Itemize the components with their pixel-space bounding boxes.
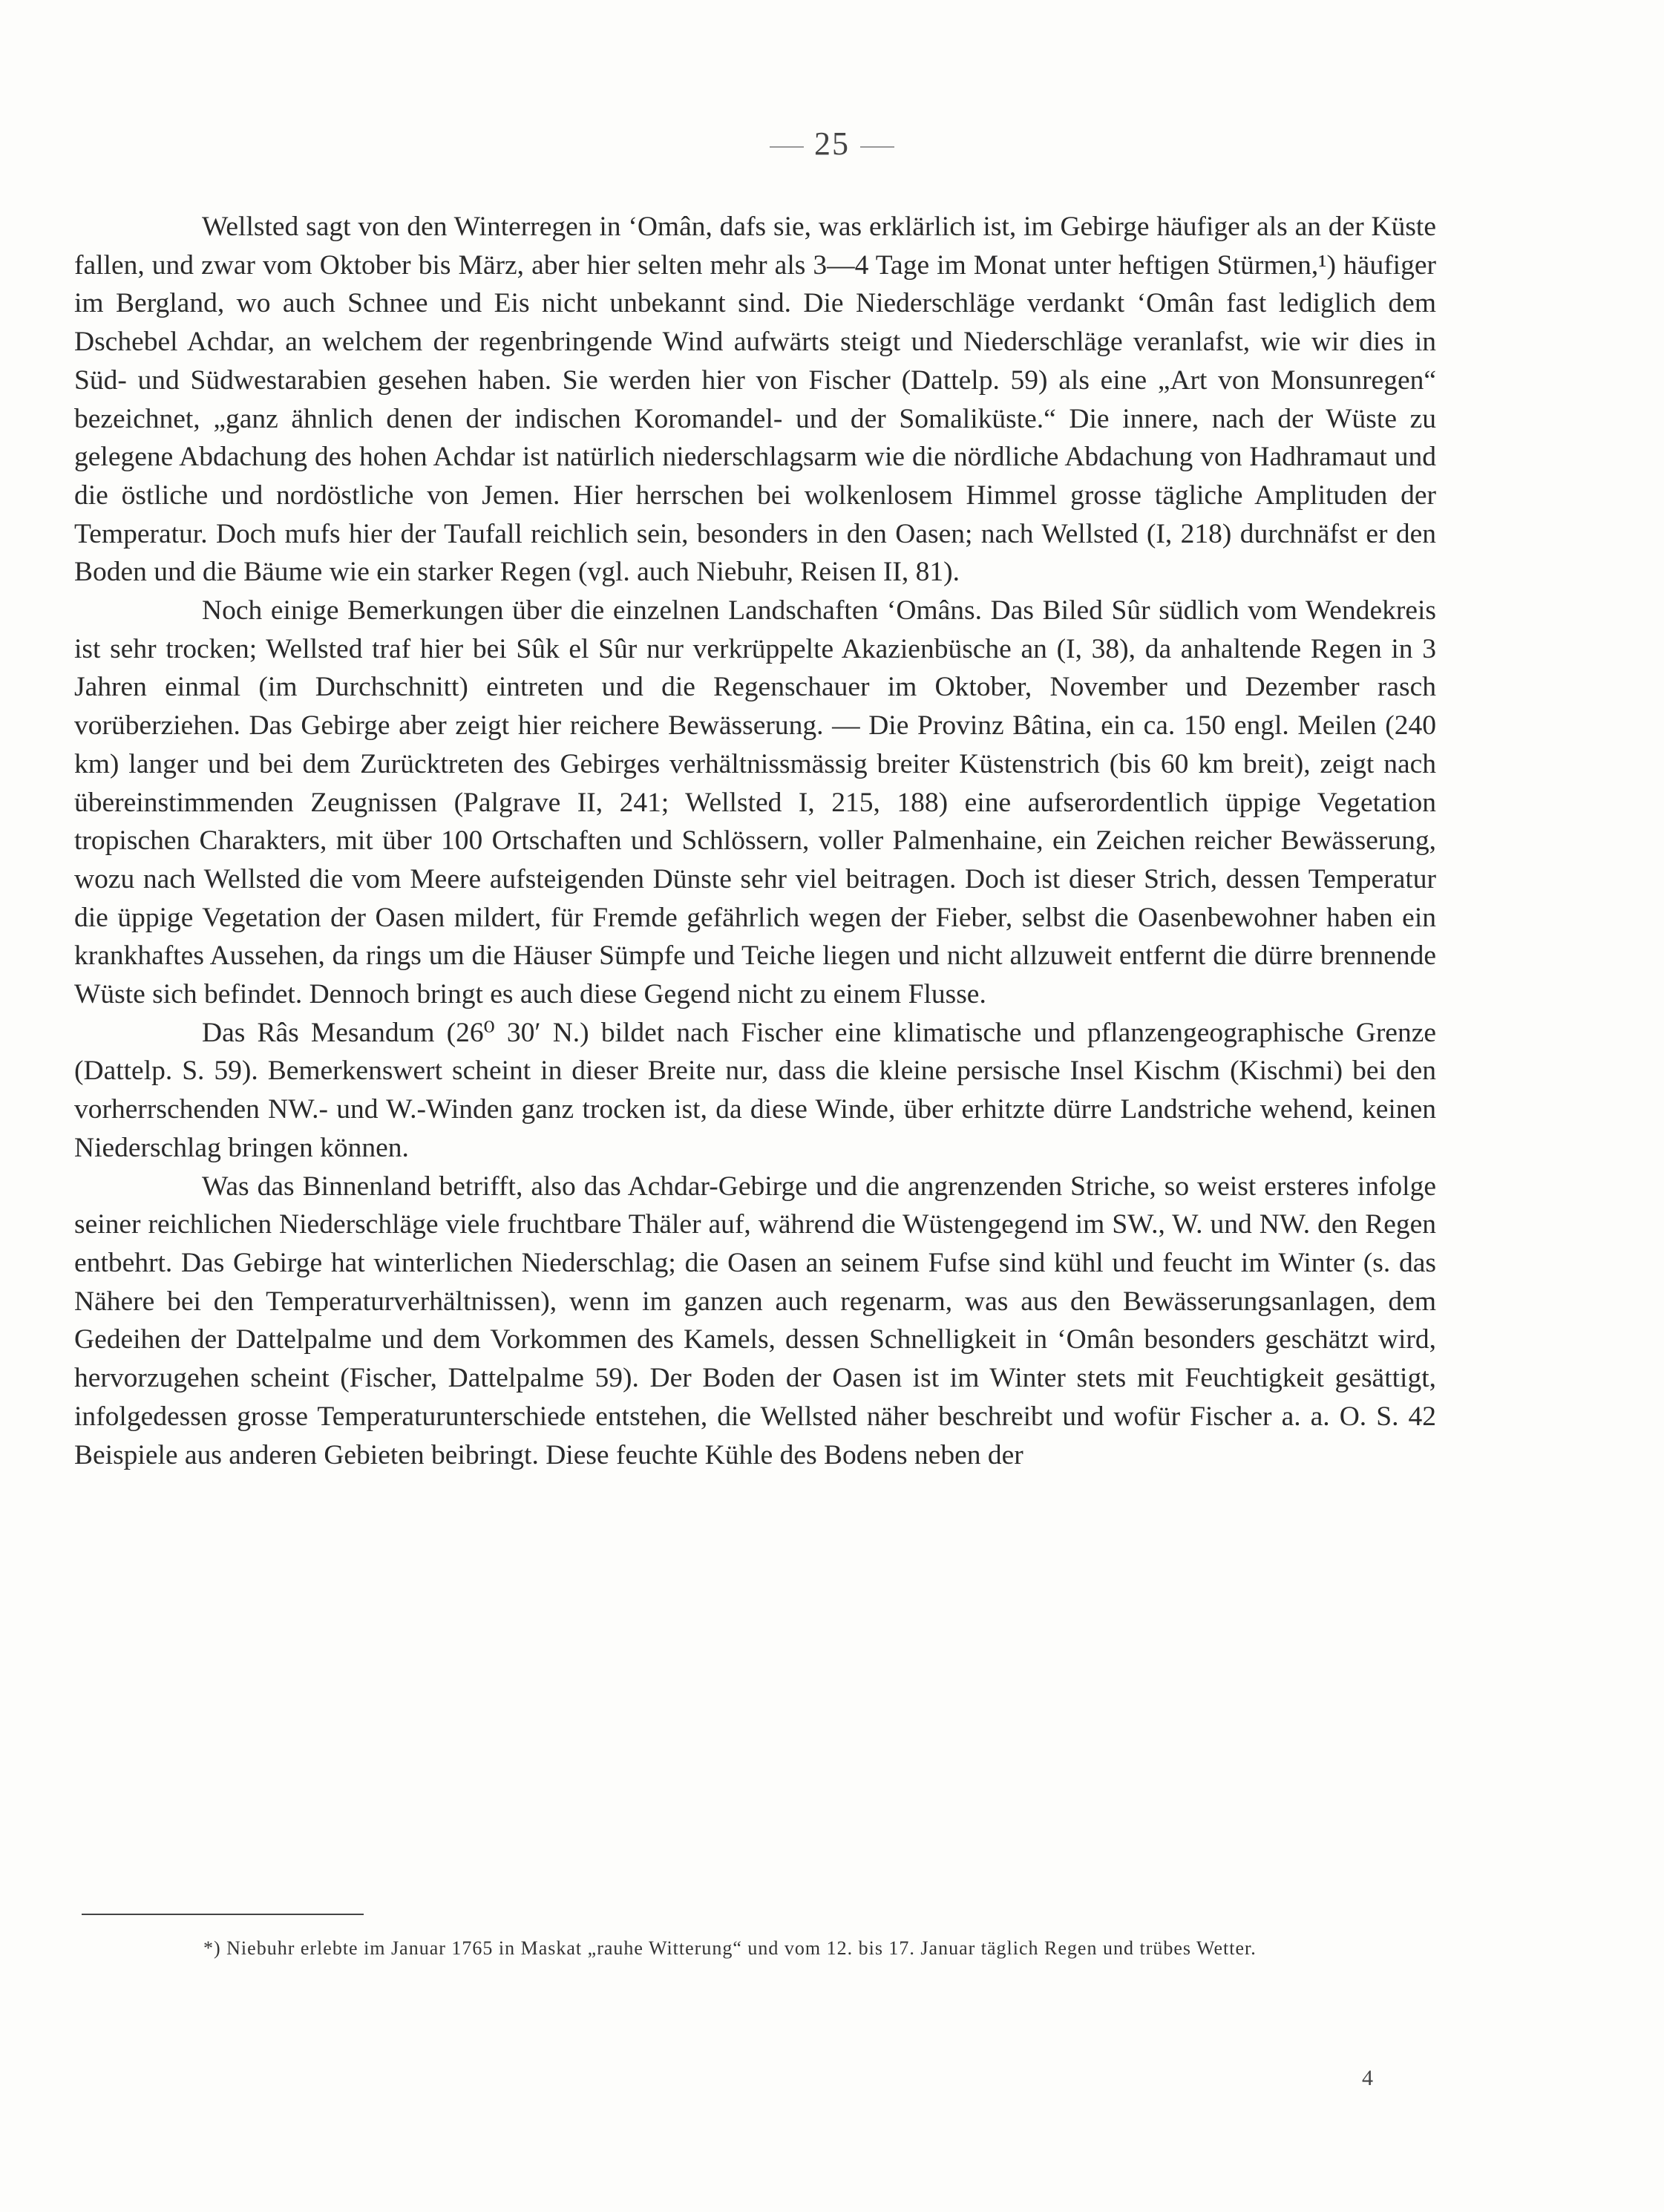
header-ornament-right (860, 146, 894, 148)
paragraph-4: Was das Binnenland betrifft, also das Achdar-Gebirge und die angrenzenden Striche, so weist ersteres infolge seiner reichlichen Niederschläge viele fruchtbare Thäler auf, während die Wüstengegend im SW., W. und NW. den Regen entbehrt. Das Gebirge hat winterlichen Niederschlag; die Oasen an seinem Fufse sind kühl und feucht im Winter (s. das Nähere bei den Temperaturverhältnissen), wenn im ganzen auch regenarm, was aus den Bewässerungsanlagen, dem Gedeihen der Dattelpalme und dem Vorkommen des Kamels, dessen Schnelligkeit in ‘Omân besonders geschätzt wird, hervorzugehen scheint (Fischer, Dattelpalme 59). Der Boden der Oasen ist im Winter stets mit Feuchtigkeit gesättigt, infolgedessen grosse Temperaturunterschiede entstehen, die Wellsted näher beschreibt und wofür Fischer a. a. O. S. 42 Beispiele aus anderen Gebieten beibringt. Diese feuchte Kühle des Bodens neben der (74, 1171, 1436, 1470)
body-text (74, 208, 1436, 1474)
page-number: 25 (814, 125, 850, 162)
footnote-rule (82, 1914, 364, 1915)
paragraph-1: Wellsted sagt von den Winterregen in ‘Omân, dafs sie, was erklärlich ist, im Gebirge häufiger als an der Küste fallen, und zwar vom Oktober bis März, aber hier selten mehr als 3—4 Tage im Monat unter heftigen Stürmen,¹) häufiger im Bergland, wo auch Schnee und Eis nicht unbekannt sind. Die Niederschläge verdankt ‘Omân fast lediglich dem Dschebel Achdar, an welchem der regenbringende Wind aufwärts steigt und Niederschläge veranlafst, wie wir dies in Süd- und Südwestarabien gesehen haben. Sie werden hier von Fischer (Dattelp. 59) als eine „Art von Monsunregen“ bezeichnet, „ganz ähnlich denen der indischen Koromandel- und der Somaliküste.“ Die innere, nach der Wüste zu gelegene Abdachung des hohen Achdar ist natürlich niederschlagsarm wie die nördliche Abdachung von Hadhramaut und die östliche und nordöstliche von Jemen. Hier herrschen bei wolkenlosem Himmel grosse tägliche Amplituden der Temperatur. Doch mufs hier der Taufall reichlich sein, besonders in den Oasen; nach Wellsted (I, 218) durchnäfst er den Boden und die Bäume wie ein starker Regen (vgl. auch Niebuhr, Reisen II, 81). (74, 212, 1436, 588)
footnote: *) Niebuhr erlebte im Januar 1765 in Maskat „rauhe Witterung“ und vom 12. bis 17. Januar täglich Regen und trübes Wetter. (203, 1937, 1257, 1959)
page-header (0, 125, 1664, 163)
paragraph-2: Noch einige Bemerkungen über die einzelnen Landschaften ‘Omâns. Das Biled Sûr südlich vom Wendekreis ist sehr trocken; Wellsted traf hier bei Sûk el Sûr nur verkrüppelte Akazienbüsche an (I, 38), da anhaltende Regen in 3 Jahren einmal (im Durchschnitt) eintreten und die Regenschauer im Oktober, November und Dezember rasch vorüberziehen. Das Gebirge aber zeigt hier reichere Bewässerung. — Die Provinz Bâtina, ein ca. 150 engl. Meilen (240 km) langer und bei dem Zurücktreten des Gebirges verhältnissmässig breiter Küstenstrich (bis 60 km breit), zeigt nach übereinstimmenden Zeugnissen (Palgrave II, 241; Wellsted I, 215, 188) eine aufserordentlich üppige Vegetation tropischen Charakters, mit über 100 Ortschaften und Schlössern, voller Palmenhaine, ein Zeichen reicher Bewässerung, wozu nach Wellsted die vom Meere aufsteigenden Dünste sehr viel beitragen. Doch ist dieser Strich, dessen Temperatur die üppige Vegetation der Oasen mildert, für Fremde gefährlich wegen der Fieber, selbst die Oasenbewohner haben ein krankhaftes Aussehen, da rings um die Häuser Sümpfe und Teiche liegen und nicht allzuweit entfernt die dürre brennende Wüste sich befindet. Dennoch bringt es auch diese Gegend nicht zu einem Flusse. (74, 595, 1436, 1010)
paragraph-3: Das Râs Mesandum (26⁰ 30′ N.) bildet nach Fischer eine klimatische und pflanzengeographische Grenze (Dattelp. S. 59). Bemerkenswert scheint in dieser Breite nur, dass die kleine persische Insel Kischm (Kischmi) bei den vorherrschenden NW.- und W.-Winden ganz trocken ist, da diese Winde, über erhitzte dürre Landstriche wehend, keinen Niederschlag bringen können. (74, 1017, 1436, 1163)
header-ornament-left (770, 146, 804, 148)
signature-mark: 4 (1362, 2066, 1373, 2090)
